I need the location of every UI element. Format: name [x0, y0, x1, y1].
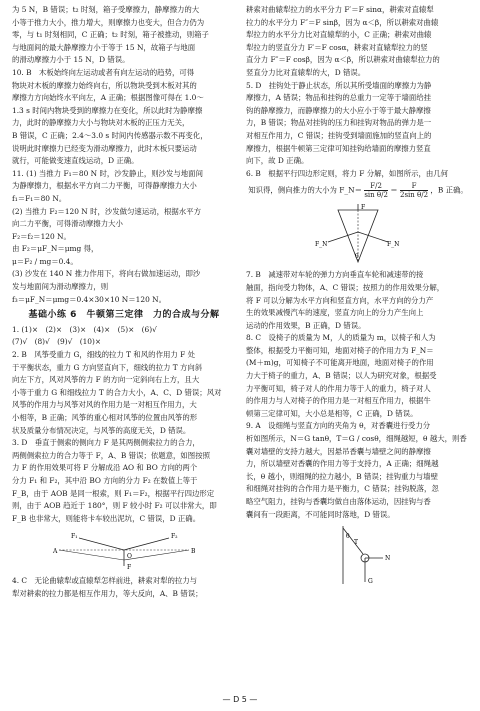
text-line: 10. B 木板始终向左运动或者有向左运动的趋势，可得 [12, 67, 195, 77]
text-line: 说明此时摩擦力已经变为滑动摩擦力，此时木板只要运动 [12, 143, 197, 153]
bo-line [124, 550, 189, 560]
label-fn-left: F_N [315, 241, 328, 249]
text-line: 略空气阻力，挂钩与香囊均做自由落体运动，因挂钩与香 [246, 497, 431, 506]
text-line: 力大于椅子的重力，A、B 错误；以人为研究对象，根据受 [246, 371, 437, 381]
text-line: 的作用力与人对椅子的作用力是一对相互作用力，根据牛 [246, 396, 431, 406]
label-f2: F₂ [171, 533, 178, 541]
text-line: 摩擦力，A 错误；物品和挂钩的总重力一定等于墙面给挂 [246, 93, 432, 103]
text-line: 析如图所示，N＝G tanθ，T＝G / cosθ，细绳越短，θ 越大，则香 [246, 434, 467, 444]
label-t: T [354, 539, 359, 547]
text-line: 3. D 垂直于侧索的侧向力 F 是其两侧侧索拉力的合力， [12, 438, 200, 448]
sachet-force-figure [313, 524, 403, 586]
text-line: 力平衡可知，椅子对人的作用力等于人的重力，椅子对人 [246, 383, 431, 393]
text-line: 生的效果减慢汽车的速度，竖直方向上的分力产生向上 [246, 308, 424, 318]
text-line: 竖直分力比对直辕犁的大，D 错误。 [246, 67, 366, 77]
answers-line-2: (7)√ (8)√ (9)√ (10)× [12, 337, 102, 347]
text-line: (2) 当推力 F₂＝120 N 时，沙发做匀速运动，根据水平方 [12, 206, 201, 216]
text-line: 囊对墙壁的支持力越大，因悬吊香囊与墙壁之间的静摩擦 [246, 446, 431, 456]
text-line: 向下，故 D 正确。 [246, 156, 309, 166]
f1-arrow [79, 538, 124, 550]
fn-right-arrow [358, 232, 388, 242]
text-line: 顿第三定律可知，大小总是相等，C 正确，D 错误。 [246, 408, 418, 418]
text-line: 2. B 风筝受重力 G，细线的拉力 T 和风的作用力 F 处 [12, 350, 195, 360]
text-line: 7. B 减速带对车轮的弹力方向垂直车轮和减速带的接 [246, 270, 424, 280]
label-g: G [368, 578, 373, 586]
text-line: 由 F₂＝μF_N＝μmg 得， [12, 244, 99, 254]
text-line: 直分力 F″＝F cosβ，因为 α＜β，所以耕索对曲辕犁拉力的 [246, 55, 440, 65]
right-text-block-2 [246, 269, 470, 521]
text-line: 就行，可能做变速直线运动，D 正确。 [12, 156, 139, 166]
left-text-block-3 [12, 575, 236, 600]
text-line: f₁＝F₁＝80 N。 [12, 193, 67, 203]
label-theta-9: θ [346, 533, 350, 541]
f2-arrow [124, 538, 169, 550]
left-text-block-1 [12, 4, 236, 306]
formula-prefix: 知识得，侧向推力的大小为 F_N＝ [248, 185, 362, 195]
text-line: 为静摩擦力，根据水平方向二力平衡，可得静摩擦力大小 [12, 181, 197, 191]
text-line: 为 5 N，B 错误；t₂ 时刻，箱子受摩擦力，静摩擦力的大 [12, 5, 200, 14]
text-line: (M＋m)g，可知椅子不可能离开地面，地面对椅子的作用 [246, 358, 434, 368]
text-line: 1.3 s 时间内物块受到的摩擦力在变化，所以此时为静摩擦 [12, 105, 203, 115]
text-line: (3) 沙发在 140 N 推力作用下，将向右做加速运动，即沙 [12, 269, 201, 279]
text-line: 犁对耕索的拉力都是相互作用力，等大反向，A、B 错误； [12, 588, 203, 598]
label-n: N [385, 555, 391, 563]
label-b: B [191, 548, 196, 556]
wedge-force-figure [313, 202, 403, 266]
ao-line [59, 550, 124, 560]
text-line: 物块对木板的摩擦力始终向右，所以物块受到木板对其的 [12, 80, 197, 90]
text-line: 耕索对曲辕犁拉力的水平分力 F′＝F sinα，耕索对直辕犁 [246, 5, 434, 14]
text-line: 犁拉力的水平分力比对直辕犁的小，C 正确；耕索对曲辕 [246, 30, 432, 40]
text-line: 囊间有一段距离，不可能同时落地，D 错误。 [246, 509, 395, 519]
text-line: 力，所以墙壁对香囊的作用力等于支持力，A 正确；细绳越 [246, 459, 439, 469]
text-line: 分力 F₁ 和 F₂，其中沿 BO 方向的分力 F₂ 在数值上等于 [12, 475, 198, 485]
text-line: 触面，指向受力物体，A、C 错误；按照力的作用效果分解， [246, 282, 445, 292]
text-line: 发与地面间为滑动摩擦力，则 [12, 282, 109, 292]
text-line: 9. A 设细绳与竖直方向的夹角为 θ，对香囊进行受力分 [246, 421, 431, 431]
label-f: F [127, 564, 132, 572]
text-line: 零，与 t₁ 时刻相同，C 正确；t₂ 时刻，箱子被推动，则箱子 [12, 30, 209, 40]
label-o: O [127, 553, 132, 561]
text-line: 8. C 设椅子的质量为 M，人的质量为 m，以椅子和人为 [246, 333, 436, 343]
text-line: 和细绳对挂钩的合作用力是平衡力，C 错误；挂钩脱落，忽 [246, 484, 439, 494]
text-line: f₃＝μF_N＝μmg＝0.4×30×10 N＝120 N。 [12, 294, 166, 304]
right-column [246, 4, 470, 589]
force-decomposition-figure [49, 528, 199, 572]
text-line: 力，B 错误；物品对挂钩的压力和挂钩对物品的弹力是一 [246, 118, 432, 128]
text-line: 摩擦力方向始终水平向左，A 正确；根据图像可得在 1.0～ [12, 93, 204, 103]
frac2-den: 2sin θ/2 [400, 191, 429, 200]
text-line: 运动的作用效果，B 正确，D 错误。 [246, 320, 366, 330]
left-column [12, 4, 236, 601]
text-line: 力 F 的作用效果可将 F 分解成沿 AO 和 BO 方向的两个 [12, 463, 198, 473]
fraction-1 [364, 182, 388, 199]
text-line: 两侧侧索拉力的合力等于 F，A、B 错误；依题意，如图按照 [12, 450, 210, 460]
label-f1: F₁ [71, 533, 78, 541]
fraction-2 [400, 182, 428, 199]
text-line: 向二力平衡，可得滑动摩擦力大小 [12, 219, 123, 229]
text-line: F₂＝f₂＝120 N。 [12, 231, 71, 241]
frac1-den: sin θ/2 [364, 191, 388, 200]
text-line: 于平衡状态，重力 G 方向竖直向下，细线的拉力 T 方向斜 [12, 362, 203, 372]
frac2-num: F [411, 182, 417, 191]
answers-line-1: 1. (1)× (2)× (3)× (4)× (5)× (6)√ [12, 324, 157, 334]
text-line: 与地面间的最大静摩擦力小于等于 15 N，故箱子与地面 [12, 42, 196, 52]
label-fn-right: F_N [387, 241, 400, 249]
text-line: 小等于推力大小，推力增大，则摩擦力也变大，但合力仍为 [12, 17, 205, 27]
text-line: 小等于重力 G 和细线拉力 T 的合力大小，A、C、D 错误；风对 [12, 387, 222, 397]
text-line: 钩的静摩擦力，而静摩擦力的大小应小于等于最大静摩擦 [246, 105, 431, 115]
page-footer: — D 5 — [222, 695, 258, 704]
right-text-block-1 [246, 4, 470, 180]
text-line: μ＝F₂ / mg＝0.4。 [12, 256, 78, 266]
text-line: 风筝的作用力与风筝对风的作用力是一对相互作用力，大 [12, 400, 197, 410]
text-line: 犁拉力的竖直分力 F′＝F cosα，耕索对直辕犁拉力的竖 [246, 42, 428, 52]
formula-line: 知识得，侧向推力的大小为 F_N＝ $\frac{F/2}{\text{sin θ/2}}$ ＝ $\frac{F}{\text{2sin θ/2}}$ ，B 正确。 [248, 182, 468, 200]
text-line: 向左下方，风对风筝的力 F 的方向一定斜向右上方，且大 [12, 375, 200, 385]
text-line: 状及质量分布情况决定，与风筝的高度无关，D 错误。 [12, 425, 191, 435]
fn-left-arrow [328, 232, 358, 242]
label-a: A [53, 548, 58, 556]
label-f-top: F [361, 204, 366, 212]
text-line: 长，θ 越小，则细绳的拉力越小，B 错误；挂钩重力与墙壁 [246, 471, 438, 481]
text-line: 5. D 挂钩处于静止状态，所以其所受墙面的摩擦力为静 [246, 80, 432, 90]
text-line: 力，此时的静摩擦力大小与物块对木板的正压力无关， [12, 118, 190, 128]
formula-suffix: ，B 正确。 [430, 185, 468, 195]
text-line: F_B 也非常大，则能将卡车较出泥坑，C 错误，D 正确。 [12, 513, 201, 523]
section-title: 基础小练 6 牛顿第三定律 力的合成与分解 [28, 310, 220, 321]
text-line: 将 F 可以分解为水平方向和竖直方向，水平方向的分力产 [246, 295, 434, 305]
rope-line [343, 528, 363, 554]
text-line: B 错误，C 正确；2.4～3.0 s 时间内传感器示数不再变化， [12, 130, 208, 140]
frac1-num: F/2 [370, 182, 382, 191]
text-line: 整体，根据受力平衡可知，地面对椅子的作用力为 F_N＝ [246, 345, 434, 355]
label-theta: θ [355, 253, 359, 261]
left-text-block-2 [12, 349, 236, 525]
text-line: 拉力的水平分力 F″＝F sinβ，因为 α＜β，所以耕索对曲辕 [246, 17, 439, 27]
text-line: 的滑动摩擦力小于 15 N，D 错误。 [12, 55, 130, 65]
text-line: 6. B 根据平行四边形定则，将力 F 分解，如图所示，由几何 [246, 168, 449, 178]
text-line: 则，由于 AOB 趋近于 180°，则 F 较小时 F₂ 可以非常大，即 [12, 501, 217, 511]
text-line: 摩擦力，根据牛顿第三定律可知挂钩给墙面的摩擦力竖直 [246, 143, 431, 153]
text-line: 11. (1) 当推力 F₁＝80 N 时，沙发静止，则沙发与地面间 [12, 168, 203, 178]
text-line: 4. C 无论曲辕犁或直辕犁怎样前进，耕索对犁的拉力与 [12, 576, 198, 586]
text-line: 小相等，B 正确；风筝的重心相对风筝的位置由风筝的形 [12, 413, 198, 422]
text-line: 对相互作用力，C 错误；挂钩受到墙面施加的竖直向上的 [246, 130, 432, 140]
text-line: F_B，由于 AOB 是同一根索，则 F₁＝F₂，根据平行四边形定 [12, 488, 215, 498]
